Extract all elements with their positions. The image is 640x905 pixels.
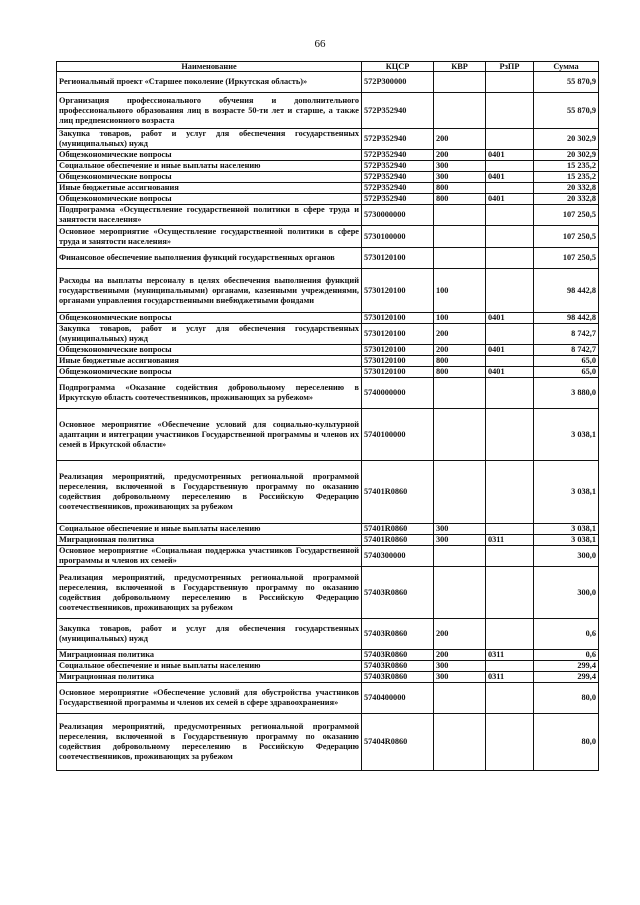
- cell-sum: 0,6: [534, 650, 599, 661]
- cell-kvr: [434, 461, 486, 524]
- cell-kvr: [434, 226, 486, 248]
- cell-name: Подпрограмма «Осуществление государственной политики в сфере труда и занятости населения»: [57, 205, 362, 226]
- table-row: [57, 535, 599, 546]
- cell-name: Иные бюджетные ассигнования: [57, 183, 362, 194]
- cell-kvr: [434, 714, 486, 771]
- cell-sum: 300,0: [534, 567, 599, 619]
- cell-kcsr: 57401R0860: [362, 535, 434, 546]
- cell-rzpr: [486, 409, 534, 461]
- cell-kcsr: 5740000000: [362, 378, 434, 409]
- cell-rzpr: 0401: [486, 150, 534, 161]
- cell-kvr: 800: [434, 183, 486, 194]
- cell-kvr: 100: [434, 269, 486, 313]
- cell-name: Социальное обеспечение и иные выплаты населению: [57, 524, 362, 535]
- cell-kvr: [434, 93, 486, 129]
- cell-kcsr: 57401R0860: [362, 524, 434, 535]
- cell-sum: 15 235,2: [534, 172, 599, 183]
- cell-kcsr: 572P352940: [362, 129, 434, 150]
- cell-sum: 80,0: [534, 683, 599, 714]
- cell-name: Социальное обеспечение и иные выплаты населению: [57, 161, 362, 172]
- table-row: [57, 683, 599, 714]
- cell-sum: 80,0: [534, 714, 599, 771]
- cell-kcsr: 57403R0860: [362, 567, 434, 619]
- cell-name: Организация профессионального обучения и дополнительного профессионального образования лиц в возрасте 50-ти лет и старше, а также лиц предпенсионного возраста: [57, 93, 362, 129]
- cell-kvr: 200: [434, 650, 486, 661]
- cell-kcsr: 5730120100: [362, 248, 434, 269]
- cell-name: Основное мероприятие «Обеспечение условий для социально-культурной адаптации и интеграции участников Государственной программы и членов их семей в Иркутской области»: [57, 409, 362, 461]
- header-name: Наименование: [57, 62, 362, 72]
- cell-rzpr: 0401: [486, 194, 534, 205]
- cell-name: Закупка товаров, работ и услуг для обеспечения государственных (муниципальных) нужд: [57, 619, 362, 650]
- cell-kcsr: 57403R0860: [362, 672, 434, 683]
- cell-kvr: 800: [434, 356, 486, 367]
- cell-kcsr: 5740400000: [362, 683, 434, 714]
- cell-sum: 20 302,9: [534, 150, 599, 161]
- cell-rzpr: [486, 72, 534, 93]
- table-row: [57, 378, 599, 409]
- table-row: [57, 129, 599, 150]
- cell-kvr: 300: [434, 524, 486, 535]
- cell-kvr: 100: [434, 313, 486, 324]
- cell-kvr: 300: [434, 535, 486, 546]
- table-row: [57, 345, 599, 356]
- cell-sum: 107 250,5: [534, 226, 599, 248]
- table-row: [57, 714, 599, 771]
- cell-kvr: 200: [434, 150, 486, 161]
- cell-kvr: 300: [434, 672, 486, 683]
- cell-rzpr: [486, 269, 534, 313]
- cell-sum: 65,0: [534, 367, 599, 378]
- cell-sum: 107 250,5: [534, 248, 599, 269]
- cell-sum: 20 332,8: [534, 194, 599, 205]
- cell-sum: 3 880,0: [534, 378, 599, 409]
- table-row: [57, 248, 599, 269]
- cell-kcsr: 572P352940: [362, 194, 434, 205]
- cell-sum: 55 870,9: [534, 72, 599, 93]
- cell-rzpr: [486, 93, 534, 129]
- cell-name: Социальное обеспечение и иные выплаты населению: [57, 661, 362, 672]
- cell-rzpr: [486, 324, 534, 345]
- cell-kcsr: 5740100000: [362, 409, 434, 461]
- cell-rzpr: [486, 183, 534, 194]
- cell-name: Закупка товаров, работ и услуг для обеспечения государственных (муниципальных) нужд: [57, 324, 362, 345]
- cell-kcsr: 572P352940: [362, 183, 434, 194]
- cell-name: Реализация мероприятий, предусмотренных региональной программой переселения, включенной в Государственную программу по оказанию содействия добровольному переселению в Российскую Федерацию соотечественников, проживающих за рубежом: [57, 714, 362, 771]
- header-sum: Сумма: [534, 62, 599, 72]
- cell-name: Расходы на выплаты персоналу в целях обеспечения выполнения функций государственными (муниципальными) органами, казенными учреждениями, органами управления государственными внебюджетными фондами: [57, 269, 362, 313]
- cell-name: Общеэкономические вопросы: [57, 313, 362, 324]
- cell-sum: 8 742,7: [534, 345, 599, 356]
- cell-kvr: 300: [434, 161, 486, 172]
- cell-sum: 299,4: [534, 672, 599, 683]
- cell-rzpr: 0401: [486, 367, 534, 378]
- cell-sum: 98 442,8: [534, 313, 599, 324]
- table-row: [57, 356, 599, 367]
- cell-rzpr: [486, 248, 534, 269]
- cell-rzpr: [486, 378, 534, 409]
- cell-kvr: 200: [434, 345, 486, 356]
- cell-sum: 3 038,1: [534, 409, 599, 461]
- cell-kvr: [434, 567, 486, 619]
- table-row: [57, 409, 599, 461]
- cell-rzpr: [486, 461, 534, 524]
- table-row: [57, 183, 599, 194]
- cell-kcsr: 5730120100: [362, 367, 434, 378]
- cell-name: Основное мероприятие «Социальная поддержка участников Государственной программы и членов их семей»: [57, 546, 362, 567]
- cell-sum: 20 302,9: [534, 129, 599, 150]
- cell-rzpr: [486, 683, 534, 714]
- cell-kvr: 800: [434, 367, 486, 378]
- cell-kvr: [434, 205, 486, 226]
- cell-sum: 3 038,1: [534, 535, 599, 546]
- cell-rzpr: 0401: [486, 313, 534, 324]
- cell-kvr: 300: [434, 661, 486, 672]
- cell-kvr: 300: [434, 172, 486, 183]
- cell-rzpr: [486, 226, 534, 248]
- cell-kvr: 800: [434, 194, 486, 205]
- cell-sum: 299,4: [534, 661, 599, 672]
- header-kcsr: КЦСР: [362, 62, 434, 72]
- cell-rzpr: [486, 714, 534, 771]
- cell-kvr: [434, 409, 486, 461]
- cell-kcsr: 5730100000: [362, 226, 434, 248]
- cell-kvr: 200: [434, 324, 486, 345]
- table-row: [57, 546, 599, 567]
- cell-rzpr: [486, 567, 534, 619]
- table-row: [57, 567, 599, 619]
- cell-name: Общеэкономические вопросы: [57, 150, 362, 161]
- table-row: [57, 367, 599, 378]
- cell-kcsr: 5730120100: [362, 324, 434, 345]
- cell-kvr: 200: [434, 129, 486, 150]
- budget-table: [56, 61, 599, 771]
- header-rzpr: РзПР: [486, 62, 534, 72]
- cell-name: Реализация мероприятий, предусмотренных региональной программой переселения, включенной в Государственную программу по оказанию содействия добровольному переселению в Российскую Федерацию соотечественников, проживающих за рубежом: [57, 461, 362, 524]
- cell-rzpr: [486, 524, 534, 535]
- table-header-row: [57, 62, 599, 72]
- cell-name: Региональный проект «Старшее поколение (Иркутская область)»: [57, 72, 362, 93]
- table-row: [57, 461, 599, 524]
- cell-sum: 20 332,8: [534, 183, 599, 194]
- table-row: [57, 172, 599, 183]
- cell-kcsr: 572P300000: [362, 72, 434, 93]
- cell-rzpr: [486, 546, 534, 567]
- cell-sum: 98 442,8: [534, 269, 599, 313]
- table-row: [57, 313, 599, 324]
- cell-kcsr: 57404R0860: [362, 714, 434, 771]
- cell-sum: 0,6: [534, 619, 599, 650]
- cell-kcsr: 572P352940: [362, 161, 434, 172]
- cell-rzpr: 0311: [486, 535, 534, 546]
- cell-kcsr: 572P352940: [362, 172, 434, 183]
- header-kvr: КВР: [434, 62, 486, 72]
- cell-sum: 107 250,5: [534, 205, 599, 226]
- table-row: [57, 269, 599, 313]
- cell-name: Финансовое обеспечение выполнения функций государственных органов: [57, 248, 362, 269]
- cell-rzpr: [486, 161, 534, 172]
- table-row: [57, 226, 599, 248]
- cell-kcsr: 5740300000: [362, 546, 434, 567]
- cell-name: Общеэкономические вопросы: [57, 194, 362, 205]
- cell-sum: 8 742,7: [534, 324, 599, 345]
- cell-kcsr: 57403R0860: [362, 661, 434, 672]
- cell-rzpr: 0311: [486, 672, 534, 683]
- table-row: [57, 161, 599, 172]
- table-row: [57, 619, 599, 650]
- table-row: [57, 72, 599, 93]
- cell-name: Закупка товаров, работ и услуг для обеспечения государственных (муниципальных) нужд: [57, 129, 362, 150]
- cell-kvr: [434, 546, 486, 567]
- table-row: [57, 150, 599, 161]
- table-row: [57, 205, 599, 226]
- page-number: 66: [314, 38, 326, 50]
- cell-sum: 300,0: [534, 546, 599, 567]
- cell-kcsr: 57403R0860: [362, 650, 434, 661]
- table-row: [57, 93, 599, 129]
- cell-name: Основное мероприятие «Осуществление государственной политики в сфере труда и занятости населения»: [57, 226, 362, 248]
- table-row: [57, 194, 599, 205]
- cell-rzpr: [486, 205, 534, 226]
- cell-kcsr: 57403R0860: [362, 619, 434, 650]
- cell-name: Миграционная политика: [57, 650, 362, 661]
- cell-sum: 3 038,1: [534, 524, 599, 535]
- table-row: [57, 324, 599, 345]
- cell-sum: 55 870,9: [534, 93, 599, 129]
- cell-rzpr: 0311: [486, 650, 534, 661]
- table-row: [57, 650, 599, 661]
- table-row: [57, 661, 599, 672]
- table-row: [57, 672, 599, 683]
- table-row: [57, 524, 599, 535]
- cell-name: Общеэкономические вопросы: [57, 345, 362, 356]
- cell-name: Иные бюджетные ассигнования: [57, 356, 362, 367]
- cell-rzpr: 0401: [486, 345, 534, 356]
- cell-kvr: [434, 378, 486, 409]
- cell-kcsr: 5730120100: [362, 313, 434, 324]
- cell-kvr: 200: [434, 619, 486, 650]
- cell-name: Общеэкономические вопросы: [57, 172, 362, 183]
- cell-rzpr: [486, 129, 534, 150]
- cell-rzpr: [486, 661, 534, 672]
- cell-name: Общеэкономические вопросы: [57, 367, 362, 378]
- cell-sum: 15 235,2: [534, 161, 599, 172]
- cell-name: Подпрограмма «Оказание содействия добровольному переселению в Иркутскую область соотечественников, проживающих за рубежом»: [57, 378, 362, 409]
- cell-name: Основное мероприятие «Обеспечение условий для обустройства участников Государственной программы и членов их семей в сфере здравоохранения»: [57, 683, 362, 714]
- cell-kcsr: 572P352940: [362, 150, 434, 161]
- cell-sum: 3 038,1: [534, 461, 599, 524]
- cell-name: Реализация мероприятий, предусмотренных региональной программой переселения, включенной в Государственную программу по оказанию содействия добровольному переселению в Российскую Федерацию соотечественников, проживающих за рубежом: [57, 567, 362, 619]
- cell-rzpr: [486, 619, 534, 650]
- cell-kvr: [434, 683, 486, 714]
- cell-kcsr: 5730120100: [362, 345, 434, 356]
- cell-kvr: [434, 72, 486, 93]
- cell-kcsr: 5730120100: [362, 356, 434, 367]
- cell-kcsr: 5730120100: [362, 269, 434, 313]
- cell-kvr: [434, 248, 486, 269]
- cell-rzpr: [486, 356, 534, 367]
- cell-name: Миграционная политика: [57, 535, 362, 546]
- cell-name: Миграционная политика: [57, 672, 362, 683]
- cell-kcsr: 57401R0860: [362, 461, 434, 524]
- cell-sum: 65,0: [534, 356, 599, 367]
- cell-kcsr: 572P352940: [362, 93, 434, 129]
- cell-kcsr: 5730000000: [362, 205, 434, 226]
- cell-rzpr: 0401: [486, 172, 534, 183]
